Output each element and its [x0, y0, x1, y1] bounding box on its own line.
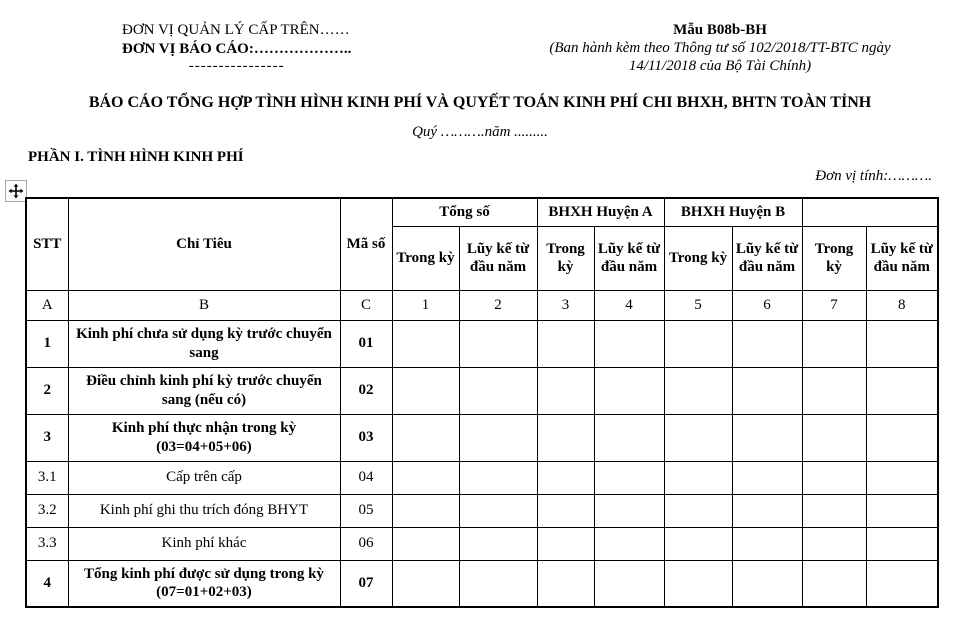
table-row — [26, 367, 938, 414]
issuance-line-1: (Ban hành kèm theo Thông tư số 102/2018/TT-BTC ngày — [549, 40, 891, 56]
row-stt: 3.1 — [26, 461, 68, 494]
value-cell[interactable] — [459, 367, 537, 414]
section-title: PHẦN I. TÌNH HÌNH KINH PHÍ — [28, 149, 244, 165]
row-stt: 3 — [26, 414, 68, 461]
value-cell[interactable] — [459, 414, 537, 461]
issuance-line-2: 14/11/2018 của Bộ Tài Chính) — [628, 58, 812, 74]
table-row — [26, 494, 938, 527]
value-cell[interactable] — [866, 414, 938, 461]
value-cell[interactable] — [664, 527, 732, 560]
col-header-stt: STT — [26, 198, 68, 290]
row-label: Kinh phí khác — [68, 527, 340, 560]
value-cell[interactable] — [732, 461, 802, 494]
value-cell[interactable] — [866, 560, 938, 607]
letter-cell: 1 — [392, 290, 459, 320]
value-cell[interactable] — [802, 527, 866, 560]
value-cell[interactable] — [802, 560, 866, 607]
value-cell[interactable] — [537, 560, 594, 607]
value-cell[interactable] — [802, 414, 866, 461]
value-cell[interactable] — [392, 414, 459, 461]
table-row — [26, 527, 938, 560]
value-cell[interactable] — [537, 494, 594, 527]
reporting-unit-line: ĐƠN VỊ BÁO CÁO:……………….. — [122, 41, 352, 57]
value-cell[interactable] — [732, 560, 802, 607]
value-cell[interactable] — [594, 367, 664, 414]
row-code: 05 — [340, 494, 392, 527]
value-cell[interactable] — [866, 494, 938, 527]
value-cell[interactable] — [392, 320, 459, 367]
header-left-block — [122, 21, 351, 73]
letter-cell: 5 — [664, 290, 732, 320]
value-cell[interactable] — [664, 414, 732, 461]
funding-table — [25, 197, 939, 608]
sub-header-trong-ky-1: Trong kỳ — [392, 226, 459, 290]
value-cell[interactable] — [594, 527, 664, 560]
value-cell[interactable] — [459, 461, 537, 494]
letter-row — [26, 290, 938, 320]
value-cell[interactable] — [537, 461, 594, 494]
letter-cell: 6 — [732, 290, 802, 320]
value-cell[interactable] — [459, 320, 537, 367]
row-stt: 1 — [26, 320, 68, 367]
value-cell[interactable] — [866, 367, 938, 414]
group-header-row — [26, 198, 938, 226]
value-cell[interactable] — [732, 367, 802, 414]
sub-header-trong-ky-5: Trong kỳ — [664, 226, 732, 290]
form-code: Mẫu B08b-BH — [673, 22, 767, 38]
table-row — [26, 560, 938, 607]
row-label: Kinh phí thực nhận trong kỳ (03=04+05+06) — [68, 414, 340, 461]
table-row — [26, 414, 938, 461]
move-icon — [8, 183, 24, 199]
value-cell[interactable] — [802, 494, 866, 527]
value-cell[interactable] — [594, 560, 664, 607]
sub-header-luy-ke-4: Lũy kế từ đầu năm — [594, 226, 664, 290]
value-cell[interactable] — [732, 527, 802, 560]
sub-header-luy-ke-2: Lũy kế từ đầu năm — [459, 226, 537, 290]
row-stt: 3.3 — [26, 527, 68, 560]
sub-header-luy-ke-8: Lũy kế từ đầu năm — [866, 226, 938, 290]
value-cell[interactable] — [392, 527, 459, 560]
letter-cell: 2 — [459, 290, 537, 320]
table-move-handle[interactable] — [5, 180, 27, 202]
value-cell[interactable] — [594, 461, 664, 494]
value-cell[interactable] — [594, 494, 664, 527]
value-cell[interactable] — [459, 527, 537, 560]
row-code: 06 — [340, 527, 392, 560]
value-cell[interactable] — [459, 560, 537, 607]
value-cell[interactable] — [537, 414, 594, 461]
row-label: Điều chỉnh kinh phí kỳ trước chuyển sang (nếu có) — [68, 367, 340, 414]
unit-note: Đơn vị tính:………. — [815, 168, 932, 184]
letter-cell: B — [68, 290, 340, 320]
value-cell[interactable] — [866, 320, 938, 367]
group-header-bhxh-huyen-b: BHXH Huyện B — [664, 198, 802, 226]
row-stt: 4 — [26, 560, 68, 607]
value-cell[interactable] — [664, 461, 732, 494]
value-cell[interactable] — [802, 461, 866, 494]
sub-header-trong-ky-7: Trong kỳ — [802, 226, 866, 290]
group-header-tong-so: Tổng số — [392, 198, 537, 226]
letter-cell: C — [340, 290, 392, 320]
value-cell[interactable] — [537, 527, 594, 560]
header-dashes: ---------------- — [188, 58, 285, 74]
table-row — [26, 461, 938, 494]
sub-header-luy-ke-6: Lũy kế từ đầu năm — [732, 226, 802, 290]
value-cell[interactable] — [392, 367, 459, 414]
managing-unit-line: ĐƠN VỊ QUẢN LÝ CẤP TRÊN…… — [122, 22, 350, 38]
letter-cell: 8 — [866, 290, 938, 320]
value-cell[interactable] — [537, 367, 594, 414]
value-cell[interactable] — [732, 494, 802, 527]
value-cell[interactable] — [537, 320, 594, 367]
letter-cell: 3 — [537, 290, 594, 320]
row-stt: 2 — [26, 367, 68, 414]
value-cell[interactable] — [664, 560, 732, 607]
value-cell[interactable] — [392, 560, 459, 607]
row-code: 03 — [340, 414, 392, 461]
row-label: Kinh phí ghi thu trích đóng BHYT — [68, 494, 340, 527]
value-cell[interactable] — [664, 494, 732, 527]
row-code: 07 — [340, 560, 392, 607]
report-title: BÁO CÁO TỔNG HỢP TÌNH HÌNH KINH PHÍ VÀ QUYẾT TOÁN KINH PHÍ CHI BHXH, BHTN TOÀN TỈNH — [88, 94, 872, 111]
value-cell[interactable] — [732, 320, 802, 367]
report-period: Quý ……….năm ......... — [412, 124, 548, 140]
value-cell[interactable] — [392, 461, 459, 494]
value-cell[interactable] — [594, 414, 664, 461]
row-code: 01 — [340, 320, 392, 367]
header-right-block — [498, 21, 942, 75]
row-label: Tổng kinh phí được sử dụng trong kỳ (07=01+02+03) — [68, 560, 340, 607]
row-label: Kinh phí chưa sử dụng kỳ trước chuyển sang — [68, 320, 340, 367]
value-cell[interactable] — [802, 367, 866, 414]
col-header-ma-so: Mã số — [340, 198, 392, 290]
value-cell[interactable] — [459, 494, 537, 527]
value-cell[interactable] — [732, 414, 802, 461]
sub-header-trong-ky-3: Trong kỳ — [537, 226, 594, 290]
value-cell[interactable] — [664, 320, 732, 367]
row-code: 04 — [340, 461, 392, 494]
value-cell[interactable] — [866, 527, 938, 560]
row-stt: 3.2 — [26, 494, 68, 527]
letter-cell: A — [26, 290, 68, 320]
value-cell[interactable] — [866, 461, 938, 494]
group-header-empty — [802, 198, 938, 226]
group-header-bhxh-huyen-a: BHXH Huyện A — [537, 198, 664, 226]
row-label: Cấp trên cấp — [68, 461, 340, 494]
value-cell[interactable] — [392, 494, 459, 527]
row-code: 02 — [340, 367, 392, 414]
table-row — [26, 320, 938, 367]
value-cell[interactable] — [664, 367, 732, 414]
letter-cell: 7 — [802, 290, 866, 320]
col-header-chi-tieu: Chỉ Tiêu — [68, 198, 340, 290]
letter-cell: 4 — [594, 290, 664, 320]
value-cell[interactable] — [802, 320, 866, 367]
value-cell[interactable] — [594, 320, 664, 367]
